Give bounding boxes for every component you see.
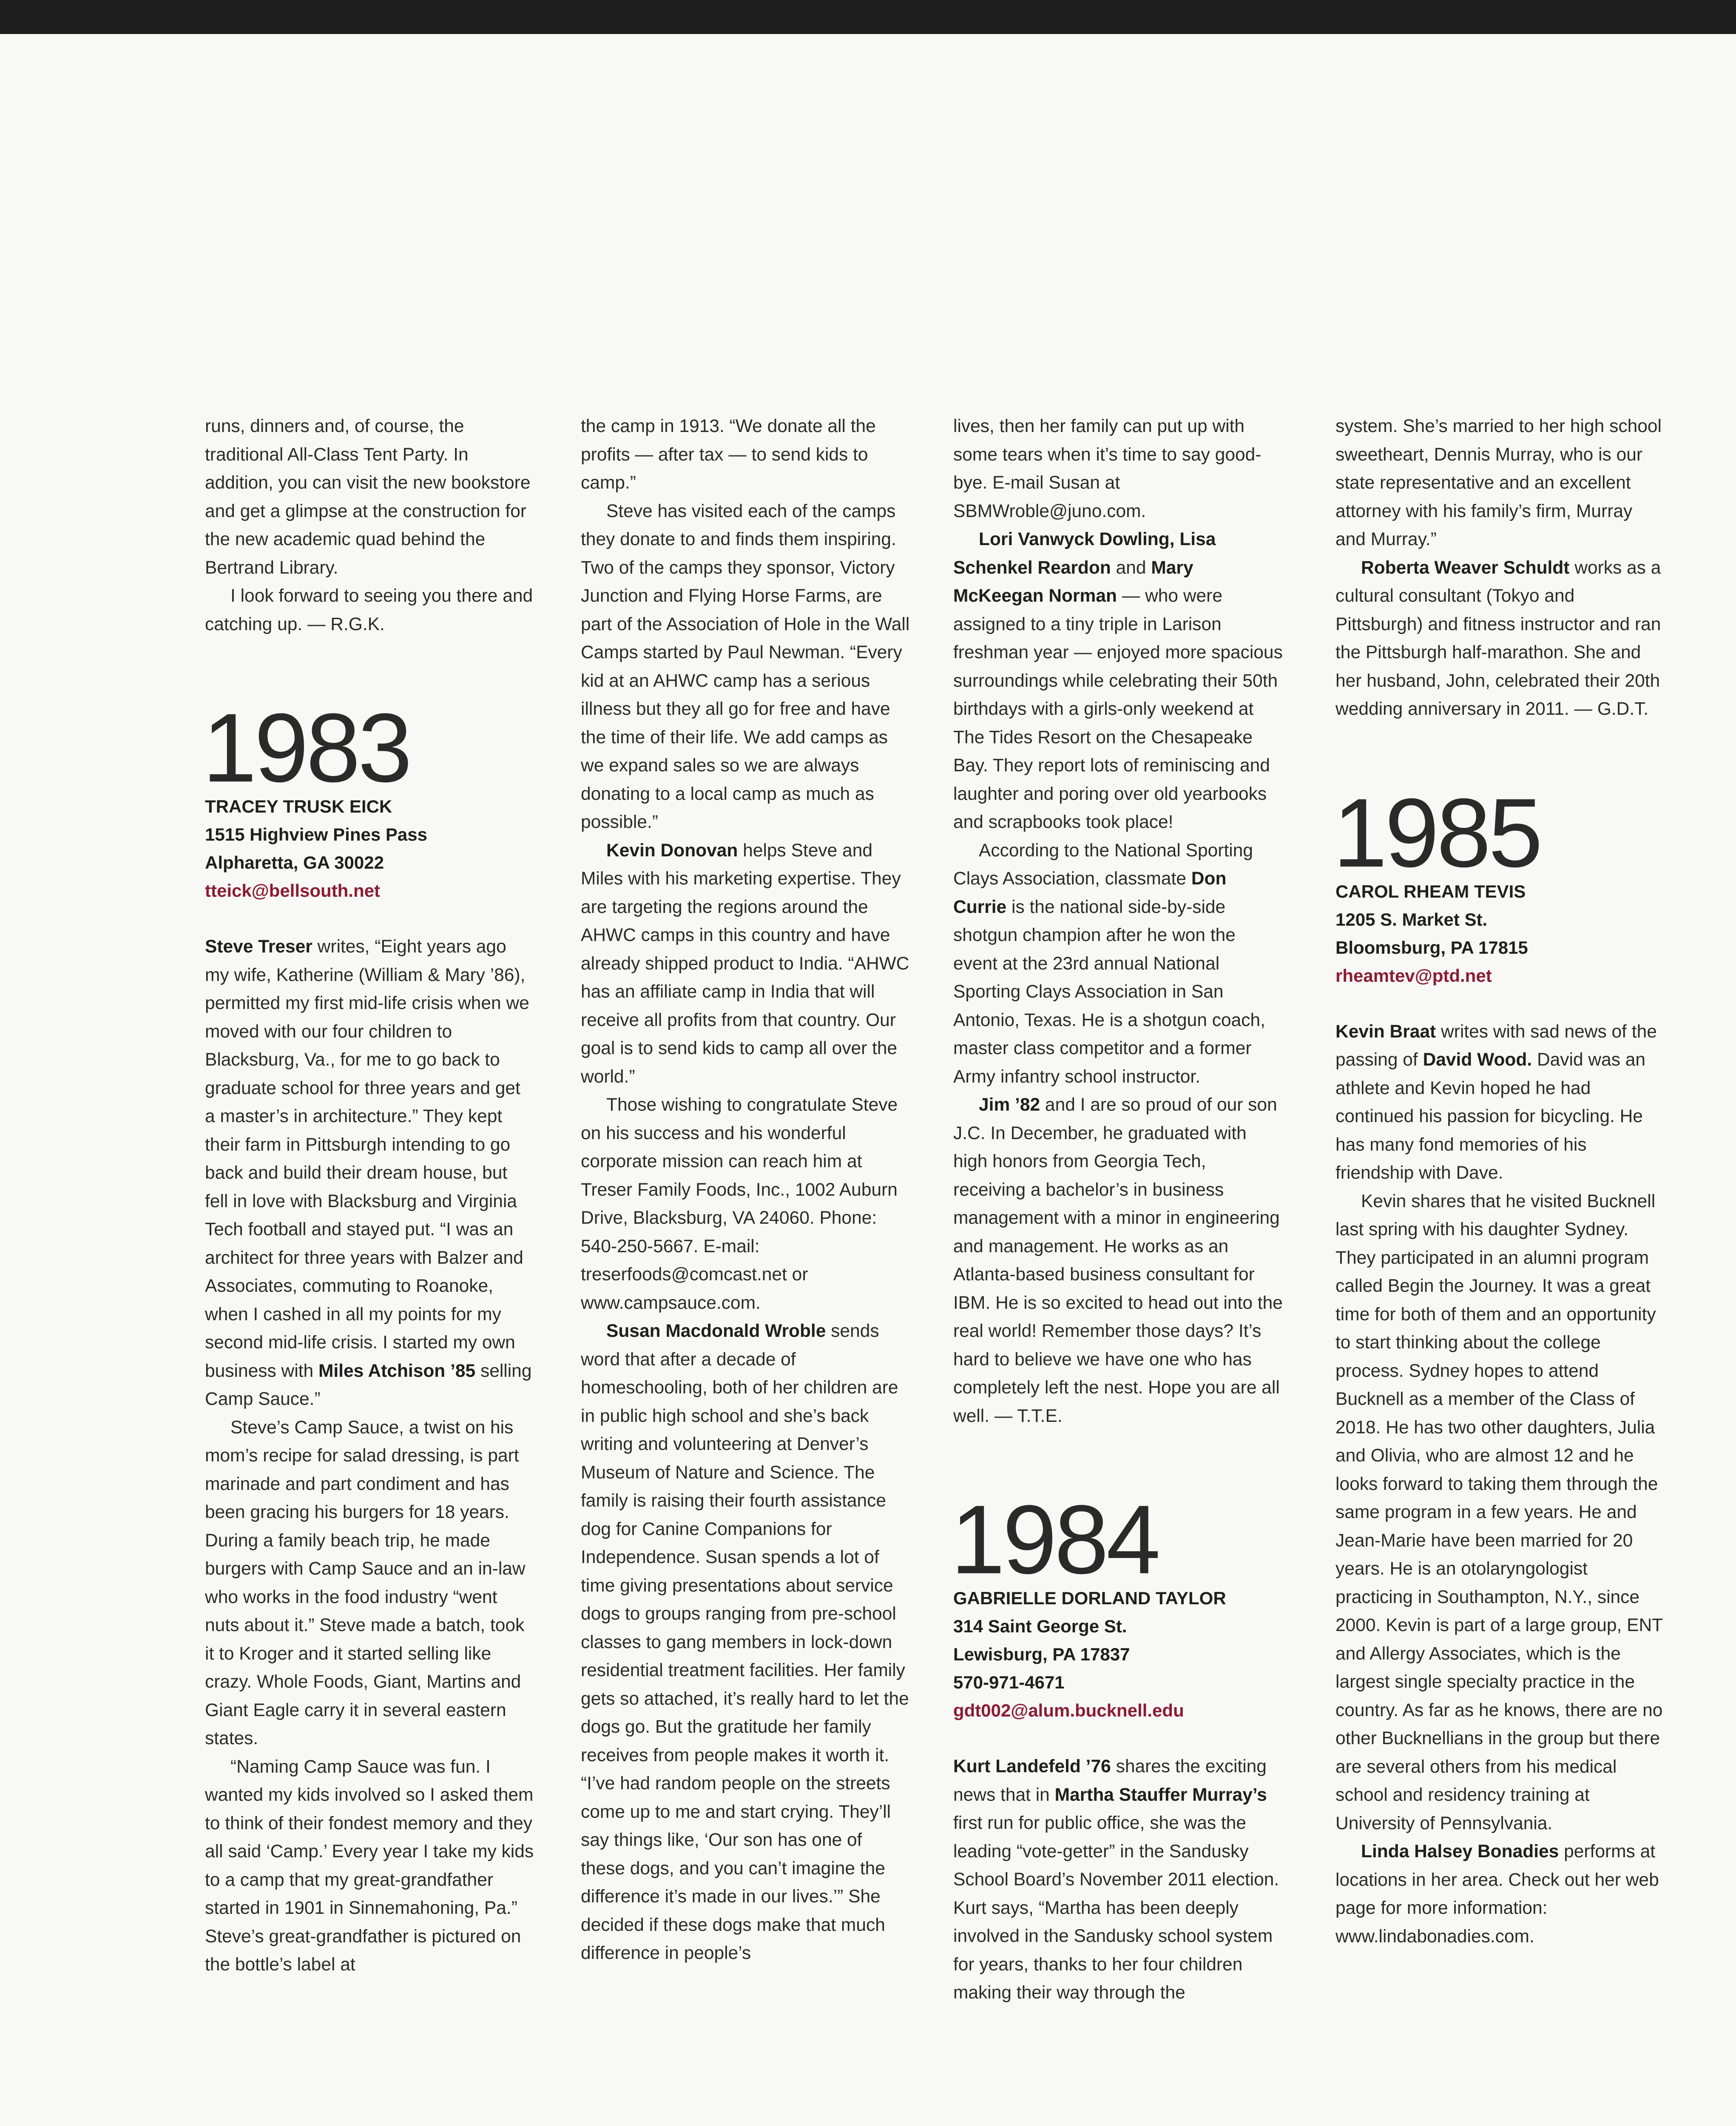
alumni-name: Kevin Donovan xyxy=(606,840,738,861)
alumni-name: David Wood. xyxy=(1423,1050,1532,1070)
reporter-email[interactable]: gdt002@alum.bucknell.edu xyxy=(953,1700,1184,1720)
paragraph: Kevin shares that he visited Bucknell last spring with his daughter Sydney. They participated in an alumni program called Begin the Journey. It was a great time for both of them and an opportunity to start thinking about the college process. Sydney hopes to attend Bucknell as a member of the Class of 2018. He has two other daughters, Julia and Olivia, who are almost 12 and he looks forward to taking them through the same program in a few years. He and Jean-Marie have been married for 20 years. He is an otolaryngologist practicing in Southampton, N.Y., since 2000. Kevin is part of a large group, ENT and Allergy Associates, which is the largest single specialty practice in the country. As far as he knows, there are no other Bucknellians in the group but there are several others from his medical school and residency training at University of Pennsylvania. xyxy=(1335,1191,1663,1833)
class-year-heading: 1984 xyxy=(951,1485,1158,1594)
paragraph: lives, then her family can put up with some tears when it’s time to say good-bye. E-mail Susan at SBMWroble@juno.com. xyxy=(953,416,1262,521)
alumni-name: Roberta Weaver Schuldt xyxy=(1361,557,1570,578)
paragraph: Jim ’82 and I are so proud of our son J.C. In December, he graduated with high honors from Georgia Tech, receiving a bachelor’s in business management with a minor in engineering and management. He works as an Atlanta-based business consultant for IBM. He is so excited to head out into the real world! Remember those days? It’s hard to believe we have one who has completely left the nest. Hope you are all well. — T.T.E. xyxy=(953,1095,1283,1426)
column-2 xyxy=(581,412,910,1968)
paragraph: I look forward to seeing you there and catching up. — R.G.K. xyxy=(205,586,533,634)
class-year-heading: 1985 xyxy=(1333,778,1540,887)
paragraph: system. She’s married to her high school sweetheart, Dennis Murray, who is our state representative and an excellent attorney with his family’s firm, Murray and Murray.” xyxy=(1335,416,1662,549)
reporter-address: 314 Saint George St. xyxy=(953,1616,1127,1636)
reporter-city: Alpharetta, GA 30022 xyxy=(205,853,384,873)
reporter-address: 1205 S. Market St. xyxy=(1335,909,1488,929)
paragraph: “Naming Camp Sauce was fun. I wanted my kids involved so I asked them to think of their fondest memory and they all said ‘Camp.’ Every year I take my kids to a camp that my great-grandfather started in 1901 in Sinnemahoning, Pa.” Steve’s great-grandfather is pictured on the bottle’s label at xyxy=(205,1757,534,1975)
alumni-name: Steve Treser xyxy=(205,937,313,957)
paragraph: Susan Macdonald Wroble sends word that after a decade of homeschooling, both of her children are in public high school and she’s back writing and volunteering at Denver’s Museum of Nature and Science. The family is raising their fourth assistance dog for Canine Companions for Independence. Susan spends a lot of time giving presentations about service dogs to groups ranging from pre-school classes to gang members in lock-down residential treatment facilities. Her family gets so attached, it’s really hard to let the dogs go. But the gratitude her family receives from people makes it worth it. “I’ve had random people on the streets come up to me and start crying. They’ll say things like, ‘Our son has one of these dogs, and you can’t imagine the difference it’s made in our lives.’” She decided if these dogs make that much difference in people’s xyxy=(581,1321,909,1963)
class-year-heading: 1983 xyxy=(202,693,410,802)
reporter-name: CAROL RHEAM TEVIS xyxy=(1335,881,1526,901)
reporter-name: TRACEY TRUSK EICK xyxy=(205,796,392,816)
paragraph: Kevin Braat writes with sad news of the passing of David Wood. David was an athlete and Kevin hoped he had continued his passion for bicycling. He has many fond memories of his friendship with Dave. xyxy=(1335,1021,1657,1183)
alumni-name: Miles Atchison ’85 xyxy=(318,1361,476,1381)
alumni-name: Linda Halsey Bonadies xyxy=(1361,1842,1559,1862)
reporter-city: Lewisburg, PA 17837 xyxy=(953,1644,1130,1664)
class-reporter-contact xyxy=(1335,878,1665,990)
paragraph: Steve’s Camp Sauce, a twist on his mom’s recipe for salad dressing, is part marinade and part condiment and has been gracing his burgers for 18 years. During a family beach trip, he made burgers with Camp Sauce and an in-law who works in the food industry “went nuts about it.” Steve made a batch, took it to Kroger and it started selling like crazy. Whole Foods, Giant, Martins and Giant Eagle carry it in several eastern states. xyxy=(205,1417,526,1748)
alumni-name: Kurt Landefeld ’76 xyxy=(953,1757,1111,1776)
alumni-name: Susan Macdonald Wroble xyxy=(606,1321,826,1341)
column-4 xyxy=(1335,412,1665,1951)
class-reporter-contact xyxy=(953,1584,1283,1725)
reporter-email[interactable]: rheamtev@ptd.net xyxy=(1335,965,1492,986)
paragraph: Linda Halsey Bonadies performs at locations in her area. Check out her web page for more information: www.lindabonadies.com. xyxy=(1335,1842,1659,1947)
reporter-city: Bloomsburg, PA 17815 xyxy=(1335,937,1528,958)
paragraph: Kurt Landefeld ’76 shares the exciting news that in Martha Stauffer Murray’s first run for public office, she was the leading “vote-getter” in the Sandusky School Board’s November 2011 election. Kurt says, “Martha has been deeply involved in the Sandusky school system for years, thanks to her four children making their way through the xyxy=(953,1757,1279,2003)
reporter-name: GABRIELLE DORLAND TAYLOR xyxy=(953,1588,1226,1608)
paragraph: According to the National Sporting Clays Association, classmate Don Currie is the national side-by-side shotgun champion after he won the event at the 23rd annual National Sporting Clays Association in San Antonio, Texas. He is a shotgun coach, master class competitor and a former Army infantry school instructor. xyxy=(953,840,1265,1087)
reporter-phone: 570-971-4671 xyxy=(953,1672,1065,1692)
paragraph: the camp in 1913. “We donate all the profits — after tax — to send kids to camp.” xyxy=(581,416,876,493)
paragraph: Kevin Donovan helps Steve and Miles with his marketing expertise. They are targeting the regions around the AHWC camps in this country and have already shipped product to India. “AHWC has an affiliate camp in India that will receive all profits from that country. Our goal is to send kids to camp all over the world.” xyxy=(581,840,909,1087)
alumni-name: Martha Stauffer Murray’s xyxy=(1054,1785,1267,1805)
column-3 xyxy=(953,412,1283,2007)
class-reporter-contact xyxy=(205,793,534,905)
alumni-name: Mary McKeegan Norman xyxy=(953,557,1193,606)
paragraph: Lori Vanwyck Dowling, Lisa Schenkel Reardon and Mary McKeegan Norman — who were assigned to a tiny triple in Larison freshman year — enjoyed more spacious surroundings while celebrating their 50th birthdays with a girls-only weekend at The Tides Resort on the Chesapeake Bay. They report lots of reminiscing and laughter and poring over old yearbooks and scrapbooks took place! xyxy=(953,529,1283,832)
reporter-address: 1515 Highview Pines Pass xyxy=(205,824,427,844)
alumni-name: Lori Vanwyck Dowling, Lisa Schenkel Reardon xyxy=(953,529,1216,578)
paragraph: Those wishing to congratulate Steve on his success and his wonderful corporate mission can reach him at Treser Family Foods, Inc., 1002 Auburn Drive, Blacksburg, VA 24060. Phone: 540-250-5667. E-mail: treserfoods@comcast.net or www.campsauce.com. xyxy=(581,1095,898,1313)
paragraph: Steve Treser writes, “Eight years ago my wife, Katherine (William & Mary ’86), permitted my first mid-life crisis when we moved with our four children to Blacksburg, Va., for me to go back to graduate school for three years and get a master’s in architecture.” They kept their farm in Pittsburgh intending to go back and build their dream house, but fell in love with Blacksburg and Virginia Tech football and stayed put. “I was an architect for three years with Balzer and Associates, commuting to Roanoke, when I cashed in all my points for my second mid-life crisis. I started my own business with Miles Atchison ’85 selling Camp Sauce.” xyxy=(205,937,532,1409)
magazine-page xyxy=(0,34,1736,2126)
paragraph: Steve has visited each of the camps they donate to and finds them inspiring. Two of the camps they sponsor, Victory Junction and Flying Horse Farms, are part of the Association of Hole in the Wall Camps started by Paul Newman. “Every kid at an AHWC camp has a serious illness but they all go for free and have the time of their life. We add camps as we expand sales so we are always donating to a local camp as much as possible.” xyxy=(581,501,910,832)
paragraph: Roberta Weaver Schuldt works as a cultural consultant (Tokyo and Pittsburgh) and fitness instructor and ran the Pittsburgh half-marathon. She and her husband, John, celebrated their 20th wedding anniversary in 2011. — G.D.T. xyxy=(1335,557,1661,719)
alumni-name: Don Currie xyxy=(953,869,1227,917)
paragraph: runs, dinners and, of course, the traditional All-Class Tent Party. In addition, you can visit the new bookstore and get a glimpse at the construction for the new academic quad behind the Bertrand Library. xyxy=(205,416,531,578)
alumni-name: Kevin Braat xyxy=(1335,1021,1436,1042)
alumni-name: Jim ’82 xyxy=(979,1095,1040,1115)
column-1 xyxy=(202,412,534,1979)
reporter-email[interactable]: tteick@bellsouth.net xyxy=(205,881,381,901)
